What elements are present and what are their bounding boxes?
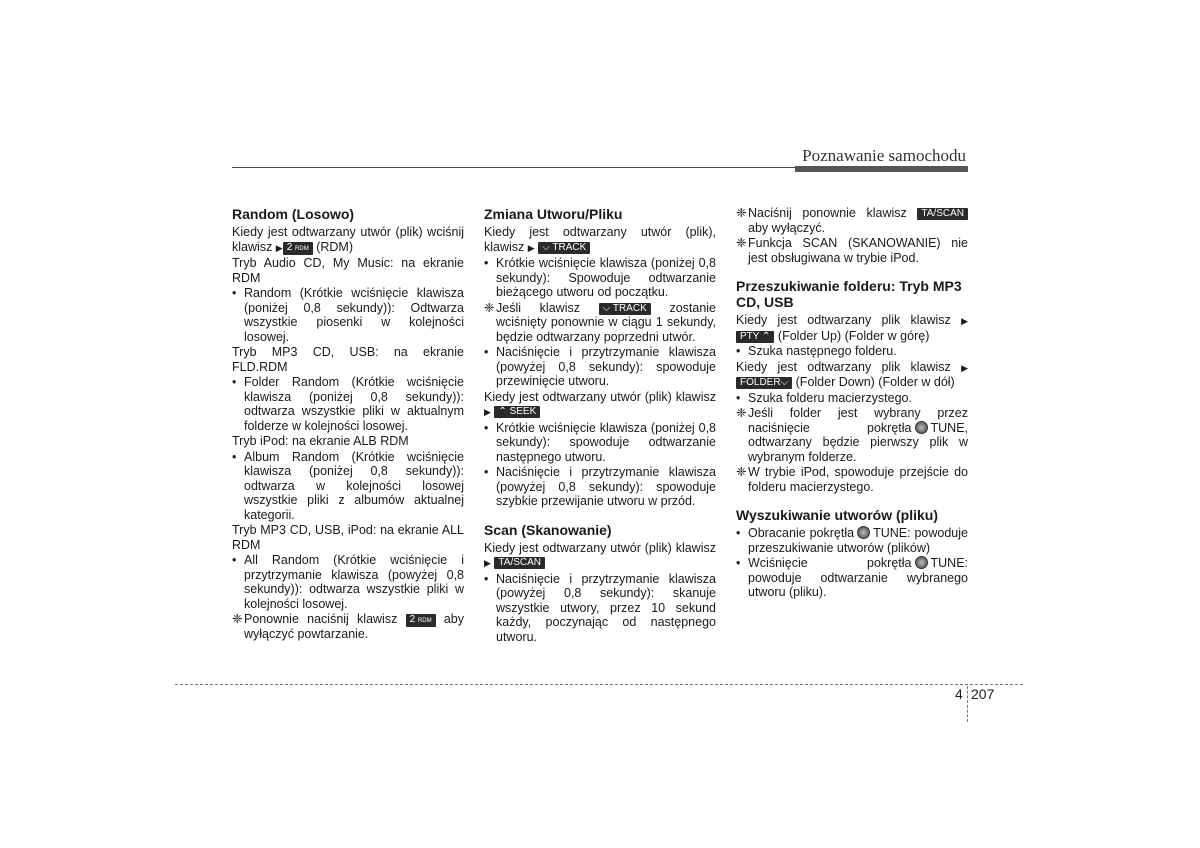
- heading-scan: Scan (Skanowanie): [484, 521, 612, 538]
- bullet-icon: •: [736, 390, 741, 405]
- heading-track-change: Zmiana Utworu/Pliku: [484, 206, 623, 222]
- note-icon: ❈: [736, 206, 747, 220]
- play-arrow-icon: ▶: [961, 362, 968, 373]
- bullet-icon: •: [484, 420, 489, 435]
- heading-random: Random (Losowo): [232, 206, 355, 222]
- column-1: [232, 206, 464, 643]
- track-down-key-icon: ⌵ TRACK: [599, 303, 651, 315]
- seek-up-key-icon: ⌃ SEEK: [494, 406, 540, 418]
- tune-knob-icon: [857, 526, 870, 539]
- list-item: • Naciśnięcie i przytrzymanie klawisza (powyżej 0,8 sekundy): skanuje wszystkie utwory, przez 10 sekund każdy, poczynając od następnego utworu.: [484, 571, 716, 644]
- list-item: • Album Random (Krótkie wciśnięcie klawisza (poniżej 0,8 sekundy)): odtwarza w kolejności losowej wszystkie pliki z albumów aktualnej kategorii.: [232, 449, 464, 522]
- play-arrow-icon: ▶: [961, 316, 968, 326]
- heading-folder-search: Przeszukiwanie folderu: Tryb MP3 CD, USB: [736, 278, 962, 310]
- heading-track-search: Wyszukiwanie utworów (pliku): [736, 507, 938, 523]
- note-item: ❈ W trybie iPod, spowoduje przejście do folderu macierzystego.: [736, 465, 968, 494]
- note-icon: ❈: [232, 612, 243, 626]
- note-item: ❈ Ponownie naciśnij klawisz 2 RDM aby wyłączyć powtarzanie.: [232, 612, 464, 641]
- paragraph: Tryb iPod: na ekranie ALB RDM: [232, 434, 409, 448]
- bullet-icon: •: [232, 286, 237, 300]
- paragraph: Kiedy jest odtwarzany plik klawisz ▶ PTY ⌃ (Folder Up) (Folder w górę): [736, 313, 968, 343]
- bullet-icon: •: [232, 449, 237, 464]
- play-arrow-icon: ▶: [527, 242, 535, 253]
- list-item: • Krótkie wciśnięcie klawisza (poniżej 0,8 sekundy): spowoduje odtwarzanie następnego utworu.: [484, 420, 716, 464]
- bullet-icon: •: [736, 344, 741, 358]
- column-3: [736, 206, 968, 601]
- text: Kiedy jest odtwarzany utwór (plik) wciśnij klawisz: [232, 225, 464, 254]
- list-item: • Wciśnięcie pokrętła TUNE: powoduje odtwarzanie wybranego utworu (pliku).: [736, 556, 968, 599]
- folder-down-key-icon: FOLDER⌵: [736, 377, 792, 389]
- list-item: • Folder Random (Krótkie wciśnięcie klawisza (poniżej 0,8 sekundy)): odtwarza wszystkie pliki w aktualnym folderze w kolejności losowej.: [232, 375, 464, 433]
- bullet-icon: •: [736, 526, 741, 540]
- chapter-number: 4: [955, 686, 963, 702]
- tascan-key-icon: TA/SCAN: [494, 557, 545, 569]
- note-icon: ❈: [736, 406, 747, 420]
- paragraph: Kiedy jest odtwarzany utwór (plik) klawisz ▶ ⌃ SEEK: [484, 389, 716, 417]
- bullet-icon: •: [484, 465, 489, 479]
- note-icon: ❈: [736, 236, 747, 250]
- rdm-key-icon: 2 RDM: [406, 614, 436, 627]
- list-item: • Random (Krótkie wciśnięcie klawisza (poniżej 0,8 sekundy)): Odtwarza wszystkie piosenki w kolejności losowej.: [232, 286, 464, 344]
- paragraph: Tryb MP3 CD, USB: na ekranie FLD.RDM: [232, 345, 464, 374]
- list-item: • Naciśnięcie i przytrzymanie klawisza (powyżej 0,8 sekundy): spowoduje szybkie przewijanie utworu w przód.: [484, 465, 716, 508]
- paragraph: Tryb MP3 CD, USB, iPod: na ekranie ALL RDM: [232, 523, 464, 552]
- list-item: • Szuka następnego folderu.: [736, 344, 897, 358]
- note-item: ❈ Funkcja SCAN (SKANOWANIE) nie jest obsługiwana w trybie iPod.: [736, 236, 968, 265]
- section-title: Poznawanie samochodu: [802, 146, 966, 165]
- text: (RDM): [316, 239, 353, 254]
- paragraph: Tryb Audio CD, My Music: na ekranie RDM: [232, 256, 464, 285]
- rdm-key-icon: 2 RDM: [283, 242, 313, 255]
- bullet-icon: •: [484, 571, 489, 586]
- bullet-icon: •: [232, 375, 237, 389]
- pty-up-key-icon: PTY ⌃: [736, 331, 774, 343]
- paragraph: Kiedy jest odtwarzany plik klawisz ▶ FOLDER⌵ (Folder Down) (Folder w dół): [736, 359, 968, 389]
- paragraph: [232, 225, 464, 255]
- header-accent-bar: [795, 166, 968, 172]
- play-arrow-icon: ▶: [484, 558, 491, 568]
- note-item: ❈ Naciśnij ponownie klawisz TA/SCAN aby wyłączyć.: [736, 206, 968, 235]
- note-item: ❈ Jeśli folder jest wybrany przez naciśnięcie pokrętła TUNE, odtwarzany będzie pierwszy plik w wybranym folderze.: [736, 406, 968, 464]
- list-item: • All Random (Krótkie wciśnięcie i przytrzymanie klawisza (powyżej 0,8 sekundy)): odtwarza wszystkie pliki w kolejności losowej.: [232, 553, 464, 611]
- tascan-key-icon: TA/SCAN: [917, 208, 968, 220]
- footer-vertical-rule: [967, 686, 968, 722]
- page-number: 207: [971, 686, 995, 702]
- tune-knob-icon: [915, 421, 928, 434]
- list-item: • Szuka folderu macierzystego.: [736, 390, 912, 405]
- column-2: [484, 206, 716, 645]
- note-item: ❈ Jeśli klawisz ⌵ TRACK zostanie wciśnięty ponownie w ciągu 1 sekundy, będzie odtwarzany poprzedni utwór.: [484, 300, 716, 344]
- track-down-key-icon: ⌵ TRACK: [538, 242, 590, 254]
- bullet-icon: •: [484, 256, 489, 270]
- bullet-icon: •: [736, 556, 741, 570]
- play-arrow-icon: ▶: [275, 242, 283, 253]
- list-item: • Naciśnięcie i przytrzymanie klawisza (powyżej 0,8 sekundy): spowoduje przewinięcie utworu.: [484, 345, 716, 388]
- paragraph: Kiedy jest odtwarzany utwór (plik), klawisz ▶ ⌵ TRACK: [484, 225, 716, 254]
- tune-knob-icon: [915, 556, 928, 569]
- paragraph: Kiedy jest odtwarzany utwór (plik) klawisz ▶ TA/SCAN: [484, 540, 716, 568]
- note-icon: ❈: [736, 465, 747, 479]
- list-item: • Krótkie wciśnięcie klawisza (poniżej 0,8 sekundy): Spowoduje odtwarzanie bieżącego utworu od początku.: [484, 256, 716, 299]
- bullet-icon: •: [232, 553, 237, 567]
- bullet-icon: •: [484, 345, 489, 359]
- list-item: • Obracanie pokrętła TUNE: powoduje przeszukiwanie utworów (plików): [736, 526, 968, 555]
- footer-dashed-rule: [175, 684, 1023, 685]
- note-icon: ❈: [484, 300, 495, 315]
- play-arrow-icon: ▶: [484, 407, 491, 417]
